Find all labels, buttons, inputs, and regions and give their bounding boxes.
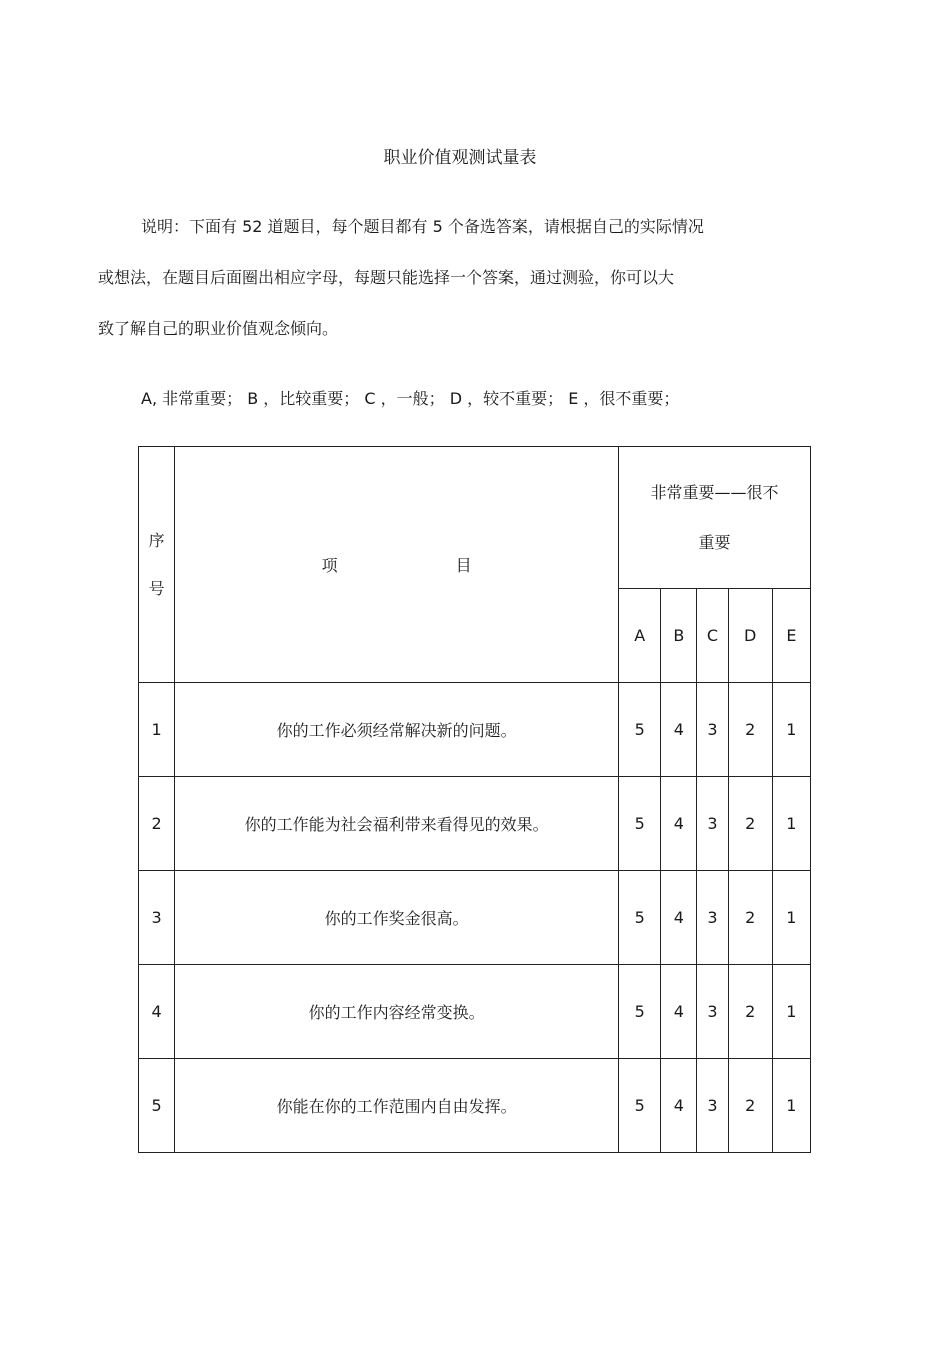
- header-letter-b: B: [661, 589, 697, 683]
- score-e[interactable]: 1: [772, 683, 810, 777]
- score-d[interactable]: 2: [728, 683, 772, 777]
- score-c[interactable]: 3: [697, 777, 728, 871]
- row-item: 你的工作奖金很高。: [175, 871, 619, 965]
- score-b[interactable]: 4: [661, 683, 697, 777]
- header-letter-c: C: [697, 589, 728, 683]
- header-number: [139, 447, 175, 683]
- score-a[interactable]: 5: [619, 871, 661, 965]
- row-item: 你能在你的工作范围内自由发挥。: [175, 1059, 619, 1153]
- score-e[interactable]: 1: [772, 965, 810, 1059]
- row-number: 1: [139, 683, 175, 777]
- header-item: [175, 447, 619, 683]
- score-c[interactable]: 3: [697, 871, 728, 965]
- table-row: [139, 683, 811, 777]
- row-number: 3: [139, 871, 175, 965]
- score-b[interactable]: 4: [661, 1059, 697, 1153]
- score-d[interactable]: 2: [728, 1059, 772, 1153]
- header-letter-d: D: [728, 589, 772, 683]
- header-item-right: 目: [455, 556, 472, 575]
- header-scale-line-1: 非常重要——很不: [650, 482, 779, 502]
- score-c[interactable]: 3: [697, 683, 728, 777]
- row-number: 2: [139, 777, 175, 871]
- table-row: [139, 871, 811, 965]
- intro-line-2: 或想法，在题目后面圈出相应字母，每题只能选择一个答案，通过测验，你可以大: [98, 268, 675, 287]
- score-b[interactable]: 4: [661, 777, 697, 871]
- header-number-line-1: 序: [148, 530, 165, 550]
- score-e[interactable]: 1: [772, 871, 810, 965]
- score-b[interactable]: 4: [661, 871, 697, 965]
- score-e[interactable]: 1: [772, 1059, 810, 1153]
- score-c[interactable]: 3: [697, 1059, 728, 1153]
- table-row: [139, 965, 811, 1059]
- score-d[interactable]: 2: [728, 965, 772, 1059]
- score-e[interactable]: 1: [772, 777, 810, 871]
- score-c[interactable]: 3: [697, 965, 728, 1059]
- survey-table: [138, 446, 811, 1153]
- row-item: 你的工作能为社会福利带来看得见的效果。: [175, 777, 619, 871]
- header-number-line-2: 号: [148, 578, 165, 598]
- header-letter-e: E: [772, 589, 810, 683]
- score-b[interactable]: 4: [661, 965, 697, 1059]
- score-a[interactable]: 5: [619, 683, 661, 777]
- score-d[interactable]: 2: [728, 871, 772, 965]
- intro-line-1: 说明：下面有 52 道题目，每个题目都有 5 个备选答案，请根据自己的实际情况: [141, 217, 704, 236]
- row-number: 5: [139, 1059, 175, 1153]
- row-item: 你的工作必须经常解决新的问题。: [175, 683, 619, 777]
- row-number: 4: [139, 965, 175, 1059]
- table-row: [139, 777, 811, 871]
- score-a[interactable]: 5: [619, 965, 661, 1059]
- header-row: [139, 447, 811, 589]
- table-row: [139, 1059, 811, 1153]
- row-item: 你的工作内容经常变换。: [175, 965, 619, 1059]
- score-a[interactable]: 5: [619, 1059, 661, 1153]
- page-title: 职业价值观测试量表: [383, 148, 537, 168]
- intro-line-3: 致了解自己的职业价值观念倾向。: [98, 319, 339, 338]
- score-d[interactable]: 2: [728, 777, 772, 871]
- header-scale: [619, 447, 811, 589]
- header-scale-line-2: 重要: [698, 532, 731, 552]
- header-item-left: 项: [321, 556, 338, 575]
- header-letter-a: A: [619, 589, 661, 683]
- score-a[interactable]: 5: [619, 777, 661, 871]
- answer-legend: A, 非常重要； B ，比较重要； C ，一般； D ，较不重要； E ，很不重要；: [141, 389, 680, 408]
